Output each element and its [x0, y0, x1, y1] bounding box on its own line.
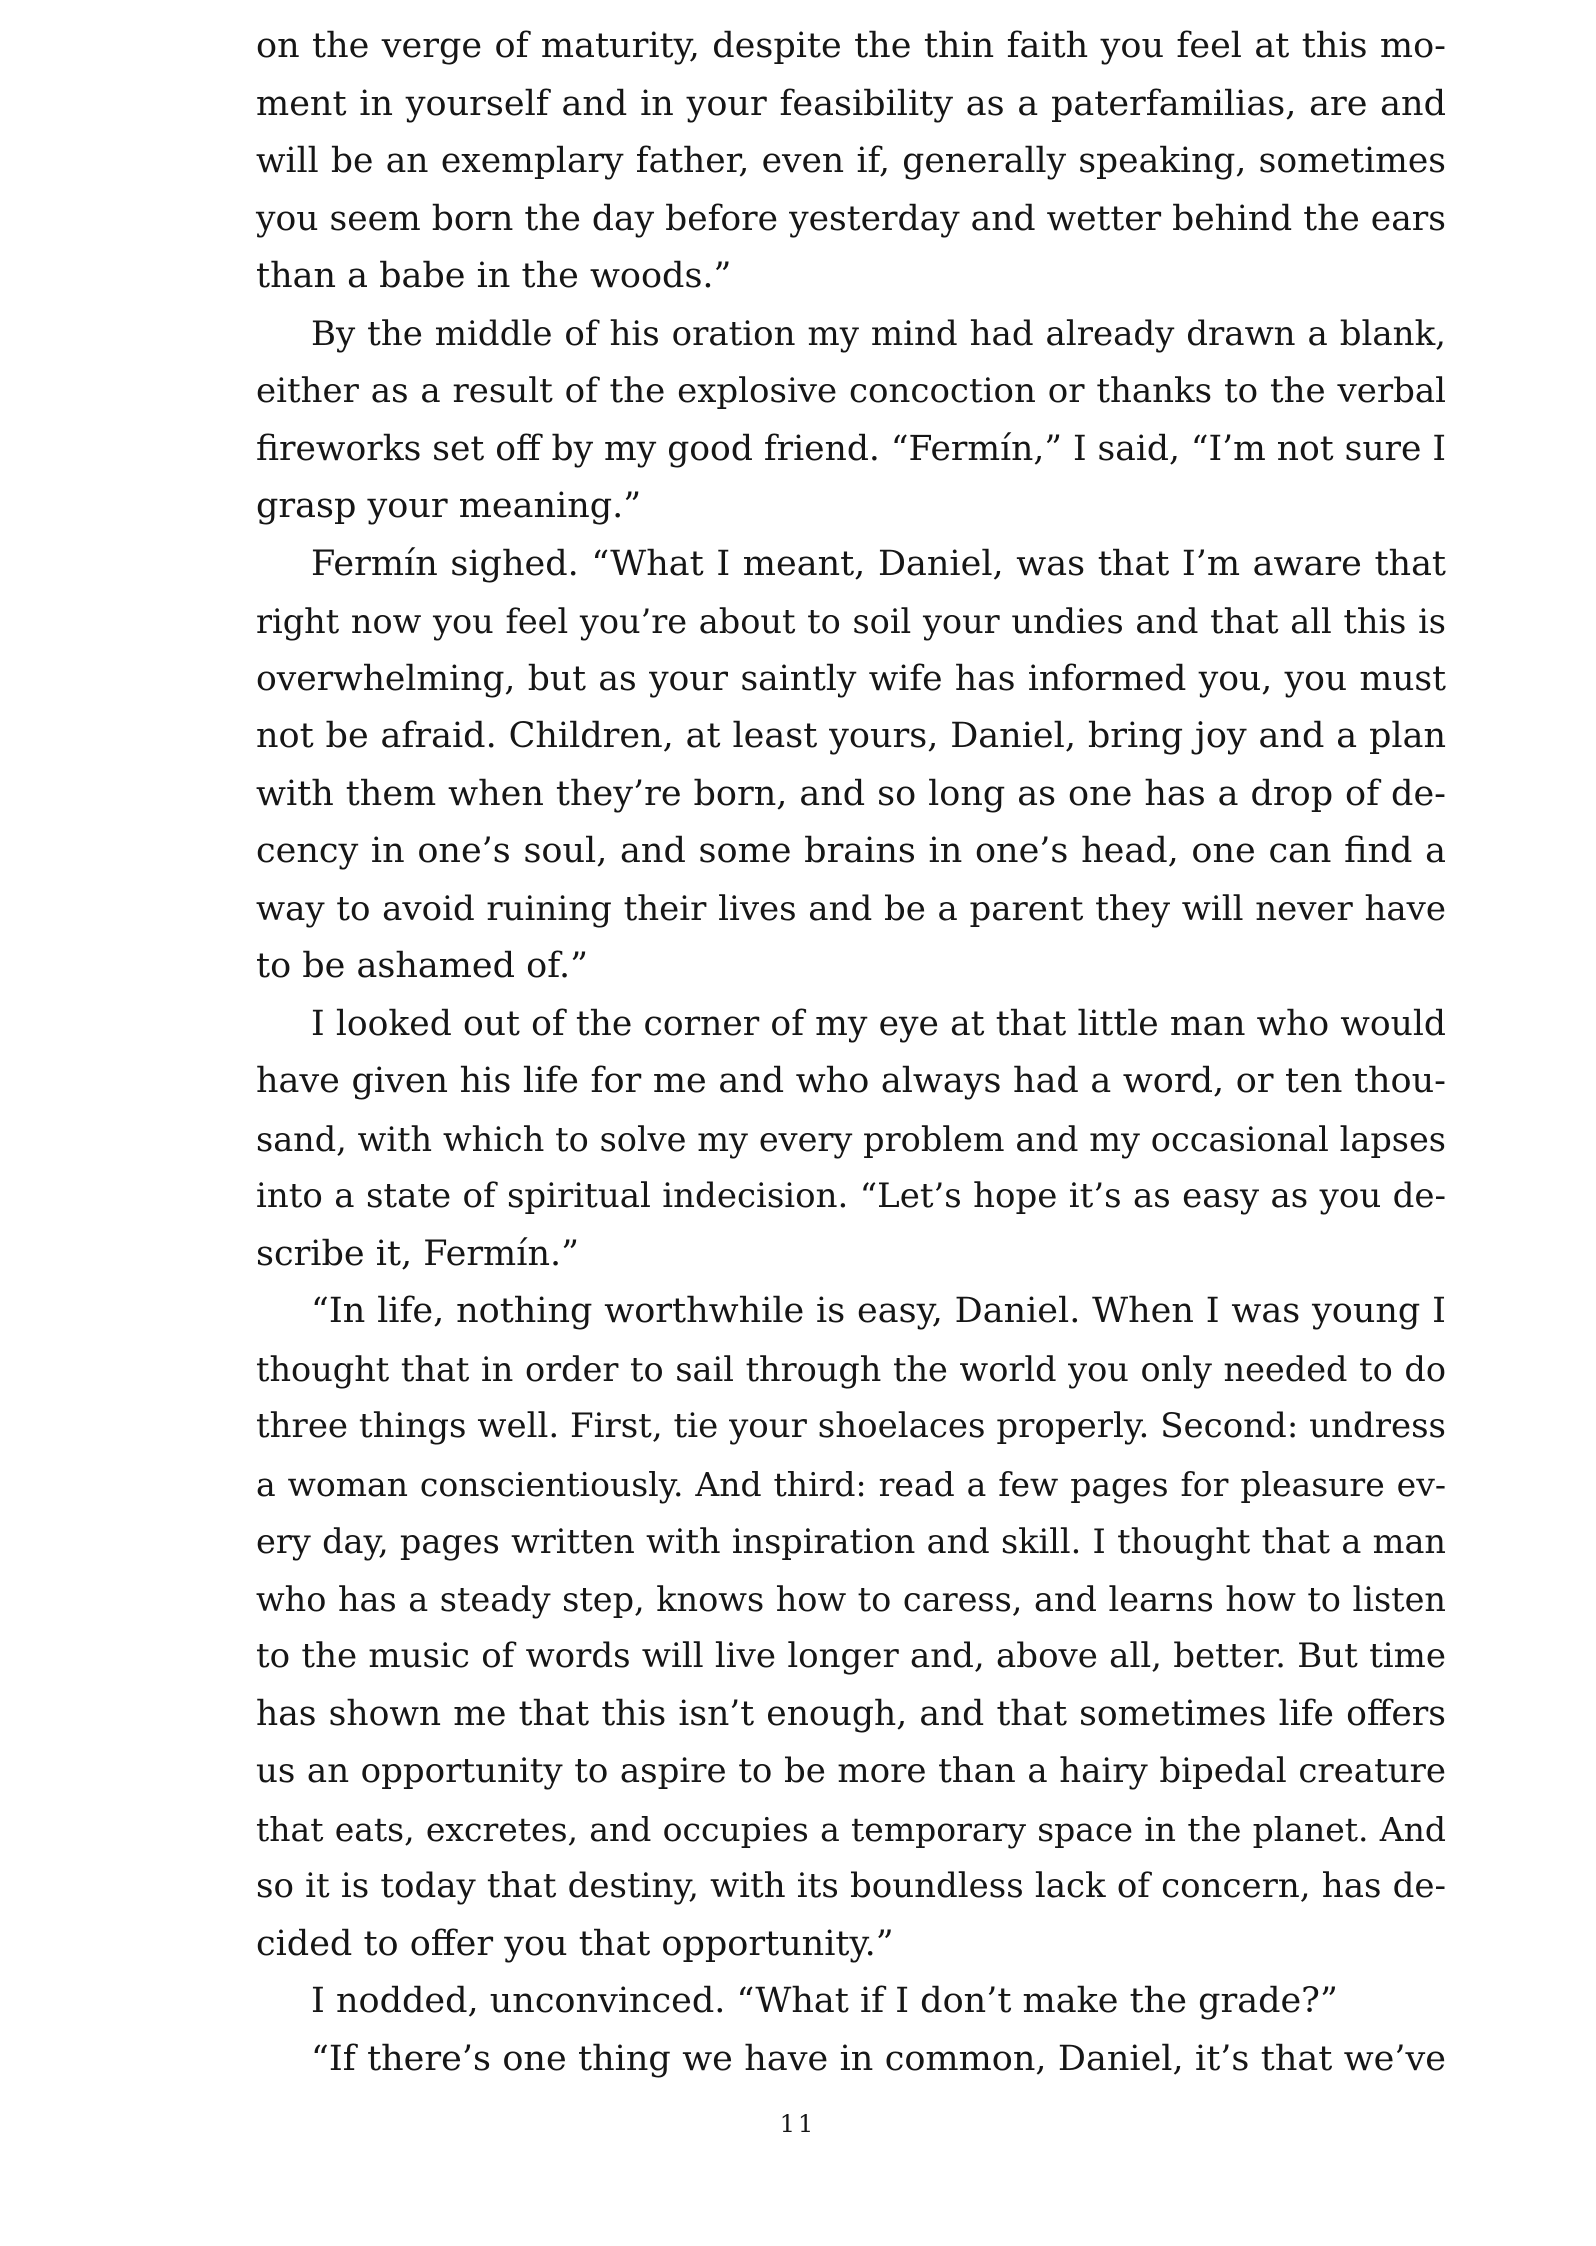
- text-line: three things well. First, tie your shoelaces properly. Second: undress: [256, 1406, 1446, 1446]
- text-line: By the middle of his oration my mind had already drawn a blank,: [311, 313, 1446, 354]
- text-line: cency in one’s soul, and some brains in one’s head, one can find a: [256, 831, 1446, 871]
- text-line: not be afraid. Children, at least yours, Daniel, bring joy and a plan: [256, 716, 1446, 756]
- text-line: I looked out of the corner of my eye at that little man who would: [311, 1003, 1446, 1044]
- text-line: so it is today that destiny, with its boundless lack of concern, has de-: [256, 1866, 1446, 1906]
- text-line: grasp your meaning.”: [256, 486, 642, 526]
- text-line: I nodded, unconvinced. “What if I don’t make the grade?”: [311, 1981, 1338, 2021]
- text-line: a woman conscientiously. And third: read a few pages for pleasure ev-: [256, 1464, 1446, 1504]
- text-line: sand, with which to solve my every problem and my occasional lapses: [256, 1119, 1446, 1159]
- text-line: than a babe in the woods.”: [256, 256, 732, 296]
- text-line: who has a steady step, knows how to caress, and learns how to listen: [256, 1579, 1446, 1619]
- text-line: you seem born the day before yesterday and wetter behind the ears: [256, 198, 1446, 239]
- text-line: ment in yourself and in your feasibility as a paterfamilias, are and: [256, 83, 1446, 124]
- text-line: with them when they’re born, and so long as one has a drop of de-: [256, 773, 1446, 814]
- page-number: 11: [779, 2110, 817, 2138]
- text-line: overwhelming, but as your saintly wife has informed you, you must: [256, 658, 1446, 699]
- text-line: Fermín sighed. “What I meant, Daniel, was that I’m aware that: [311, 543, 1446, 584]
- text-line: way to avoid ruining their lives and be a parent they will never have: [256, 888, 1446, 929]
- text-line: us an opportunity to aspire to be more than a hairy bipedal creature: [256, 1751, 1446, 1791]
- text-line: have given his life for me and who always had a word, or ten thou-: [256, 1061, 1446, 1101]
- text-line: will be an exemplary father, even if, generally speaking, sometimes: [256, 141, 1446, 181]
- text-line: to the music of words will live longer and, above all, better. But time: [256, 1636, 1446, 1676]
- text-line: right now you feel you’re about to soil your undies and that all this is: [256, 602, 1446, 641]
- text-line: scribe it, Fermín.”: [256, 1233, 579, 1274]
- text-line: “In life, nothing worthwhile is easy, Daniel. When I was young I: [311, 1291, 1446, 1331]
- text-line: cided to offer you that opportunity.”: [256, 1923, 894, 1964]
- body-text: [256, 18, 1446, 2088]
- text-line: to be ashamed of.”: [256, 946, 588, 986]
- text-line: on the verge of maturity, despite the thin faith you feel at this mo-: [256, 26, 1446, 66]
- text-line: has shown me that this isn’t enough, and that sometimes life offers: [256, 1693, 1446, 1734]
- text-line: fireworks set off by my good friend. “Fermín,” I said, “I’m not sure I: [256, 428, 1447, 469]
- text-line: thought that in order to sail through the world you only needed to do: [256, 1349, 1446, 1389]
- text-line: “If there’s one thing we have in common, Daniel, it’s that we’ve: [311, 2038, 1446, 2079]
- text-line: ery day, pages written with inspiration and skill. I thought that a man: [256, 1522, 1446, 1561]
- text-line: either as a result of the explosive concoction or thanks to the verbal: [256, 371, 1446, 411]
- text-line: into a state of spiritual indecision. “Let’s hope it’s as easy as you de-: [256, 1176, 1446, 1216]
- text-line: that eats, excretes, and occupies a temporary space in the planet. And: [256, 1809, 1446, 1849]
